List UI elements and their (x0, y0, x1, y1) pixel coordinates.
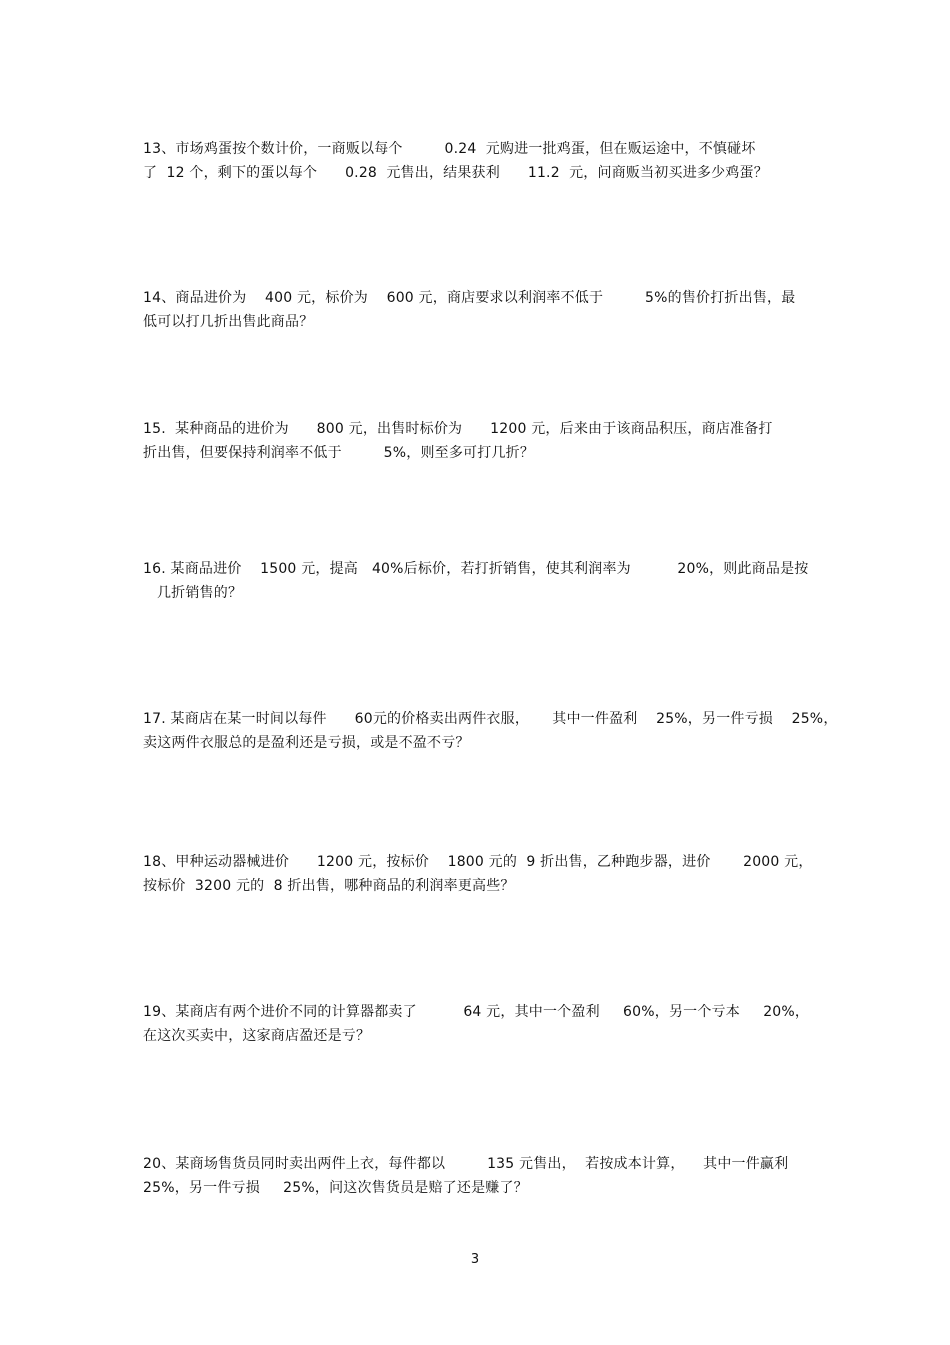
question-line: 14、商品进价为 400 元，标价为 600 元，商店要求以利润率不低于 5%的售价打折出售，最 (143, 290, 796, 306)
question-14 (143, 286, 823, 334)
question-line: 19、某商店有两个进价不同的计算器都卖了 64 元，其中一个盈利 60%，另一个亏本 20%， (143, 1004, 810, 1020)
question-18 (143, 850, 823, 898)
question-line: 卖这两件衣服总的是盈利还是亏损，或是不盈不亏？ (143, 735, 470, 751)
question-19 (143, 1000, 823, 1048)
question-line: 25%，另一件亏损 25%，问这次售货员是赔了还是赚了？ (143, 1180, 528, 1196)
question-line: 15. 某种商品的进价为 800 元，出售时标价为 1200 元，后来由于该商品积压，商店准备打 (143, 421, 773, 437)
question-line: 17. 某商店在某一时间以每件 60元的价格卖出两件衣服， 其中一件盈利 25%，另一件亏损 25%， (143, 711, 838, 727)
question-15 (143, 417, 823, 465)
question-line: 16. 某商品进价 1500 元，提高 40%后标价，若打折销售，使其利润率为 20%，则此商品是按 (143, 561, 809, 577)
page-number: 3 (470, 1252, 480, 1267)
question-line: 折出售，但要保持利润率不低于 5%，则至多可打几折？ (143, 445, 535, 461)
question-line: 18、甲种运动器械进价 1200 元，按标价 1800 元的 9 折出售，乙种跑步器，进价 2000 元， (143, 854, 813, 870)
question-16 (143, 557, 823, 605)
question-17 (143, 707, 838, 755)
question-line: 低可以打几折出售此商品？ (143, 314, 314, 330)
question-line: 13、市场鸡蛋按个数计价，一商贩以每个 0.24 元购进一批鸡蛋，但在贩运途中，不慎碰坏 (143, 141, 756, 157)
question-line: 在这次买卖中，这家商店盈还是亏？ (143, 1028, 371, 1044)
question-line: 按标价 3200 元的 8 折出售，哪种商品的利润率更高些？ (143, 878, 515, 894)
question-13 (143, 137, 823, 185)
question-line: 了 12 个，剩下的蛋以每个 0.28 元售出，结果获利 11.2 元，问商贩当初买进多少鸡蛋？ (143, 165, 768, 181)
question-20 (143, 1152, 823, 1200)
question-line: 20、某商场售货员同时卖出两件上衣，每件都以 135 元售出， 若按成本计算， 其中一件赢利 (143, 1156, 789, 1172)
question-line: 几折销售的？ (143, 585, 243, 601)
